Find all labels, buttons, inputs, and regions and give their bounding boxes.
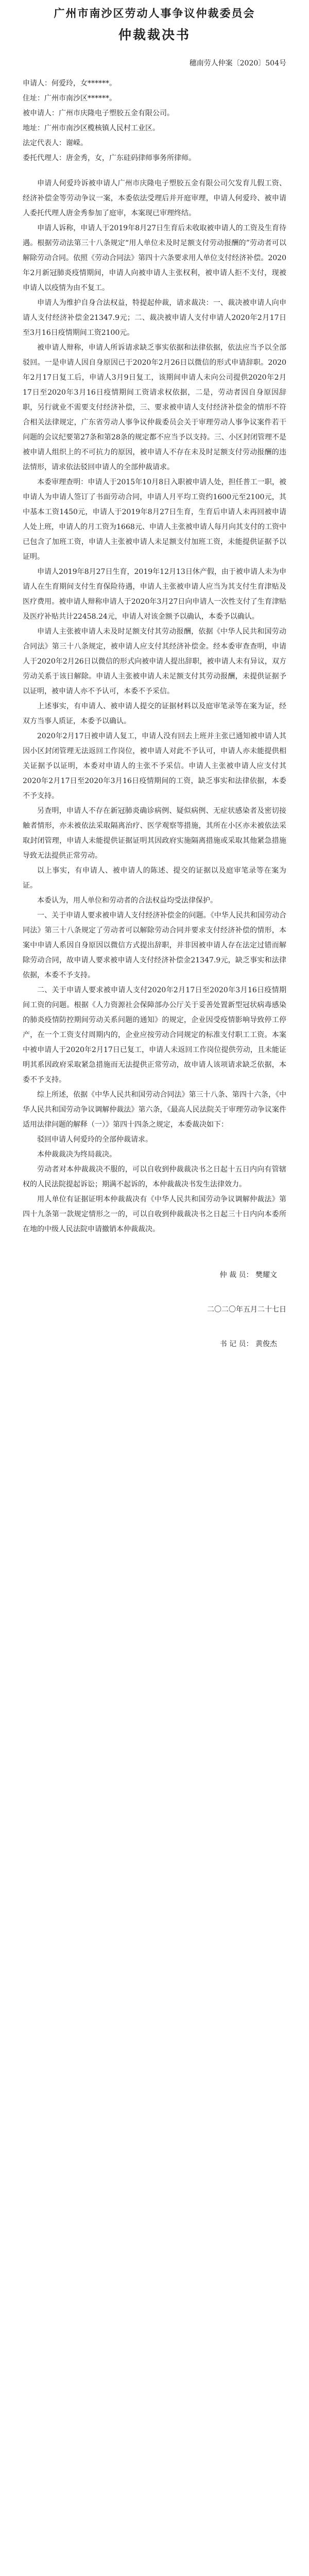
document-type-title: 仲裁裁决书	[118, 27, 191, 42]
respondent-line: 被申请人：广州市庆隆电子塑胶五金有限公司。	[23, 109, 174, 117]
body-paragraph: 申请人何爱玲诉被申请人广州市庆隆电子塑胶五金有限公司欠发育儿假工资、经济补偿金等劳动争议一案，本委依法受理后并开庭审理，申请人何爱玲、被申请人委托代理人唐金秀参加了庭审，本案现已审理终结。	[23, 179, 286, 217]
legal-representative-line: 法定代表人：谢嵘。	[23, 139, 88, 147]
issuing-authority-title: 广州市南沙区劳动人事争议仲裁委员会	[54, 7, 255, 20]
award-body	[23, 176, 286, 1237]
arbitrator-signature: 仲 裁 员： 樊耀文	[219, 1271, 277, 1279]
body-paragraph: 申请人主张被申请人未及时足额支付其劳动报酬，依据《中华人民共和国劳动合同法》第三十八条规定，被申请人应支付其经济补偿金。经本委审查查明，申请人于2020年2月26日以微信的形式向被申请人提出辞职，被申请人未有异议，双方劳动关系于该日解除。申请人主张被申请人未足额支付其劳动报酬，未提供证据予以证明，被申请人亦不予认可，本委不予采信。	[23, 628, 286, 696]
finality-paragraph: 本仲裁裁决为终局裁决。	[37, 1150, 116, 1159]
body-paragraph: 申请人诉称，申请人于2019年8月27日生育后未收取被申请人的工资及生育待遇。根据劳动法第三十八条规定“用人单位未及时足额支付劳动报酬的”劳动者可以解除劳动合同。依照《劳动合同法》第四十六条要求用人单位支付经济补偿。2020年2月新冠肺炎疫情期间，申请人向被申请人主张权利，被申请人拒不支付，现被申请人以疫情为由不复工。	[23, 224, 286, 292]
respondent-address-line: 地址：广州市南沙区榄核镇人民村工业区。	[23, 124, 160, 132]
body-paragraph: 被申请人辩称，申请人所诉请求缺乏事实依据和法律依据，依法应当予以全部驳回。一是申请人因自身原因已于2020年2月26日以微信的形式申请辞职。2020年2月17日复工后，申请人3月9日复工，该期间申请人未向公司提供2020年2月17日至2020年3月16日疫情期间工资请求权依据，二是，劳动者因自身原因辞职，另行就业不需要支付经济补偿，三、要求被申请人支付经济补偿金的情形不符合相关法律规定，广东省劳动人事争议仲裁委员会关于审理劳动人事争议案件若干问题的会议纪要第27条和第28条的规定都不应当予以支持。三、小区封闭管理不是被申请人组织上的不可抗力的原因，被申请人不存在未及时足额支付劳动报酬的违法情形，请求依法驳回申请人的全部仲裁请求。	[23, 344, 286, 471]
applicant-address-line: 住址：广州市南沙区******。	[23, 94, 116, 103]
ruling-paragraph: 驳回申请人何爱玲的全部仲裁请求。	[37, 1136, 152, 1144]
body-paragraph: 以上事实，有申请人、被申请人的陈述、提交的证据以及庭审笔录等在案为证。	[23, 867, 286, 890]
body-paragraph: 一、关于申请人要求被申请人支付经济补偿金的问题。《中华人民共和国劳动合同法》第三十八条规定了劳动者可以解除劳动合同并要求支付经济补偿的情形，本案中申请人系因自身原因以微信方式提出辞职，并非因被申请人存在法定过错而解除劳动合同，故申请人要求被申请人支付经济补偿金21347.9元，缺乏事实和法律依据，本委不予支持。	[23, 911, 286, 979]
award-date: 二〇二〇年五月二十七日	[207, 1306, 286, 1314]
clerk-signature: 书 记 员： 黄俊杰	[219, 1340, 277, 1348]
case-number: 穗南劳人仲案〔2020〕504号	[189, 59, 286, 67]
body-paragraph: 上述事实，有申请人、被申请人提交的证据材料以及庭审笔录等在案为证，经双方当事人质证，本委予以确认。	[23, 702, 286, 725]
applicant-line: 申请人：何爱玲，女******。	[23, 79, 116, 88]
body-paragraph: 本委认为，用人单位和劳动者的合法权益均受法律保护。	[37, 896, 217, 905]
body-paragraph: 二、关于申请人要求被申请人支付2020年2月17日至2020年3月16日疫情期间工资的问题。根据《人力资源社会保障部办公厅关于妥善处置新型冠状病毒感染的肺炎疫情防控期间劳动关系问题的通知》的规定，企业因受疫情影响导致停工停产，在一个工资支付周期内的，企业应按劳动合同规定的标准支付职工工资。本案中被申请人于2020年2月17日已复工，申请人未返回工作岗位提供劳动，且未能证明其系因政府采取紧急措施而无法提供正常劳动，故申请人该项请求缺乏依据，本委不予支持。	[23, 986, 286, 1084]
body-paragraph: 2020年2月17日被申请人复工，申请人没有回去上班并主张已通知被申请人其因小区封闭管理无法返回工作岗位，被申请人对此不予认可，申请人亦未能提供相关证据予以证明，本委对申请人的主张不予采信。申请人主张被申请人应支付其2020年2月17日至2020年3月16日疫情期间的工资，缺乏事实和法律依据，本委不予支持。	[23, 732, 286, 800]
signature-block	[23, 1268, 286, 1352]
body-paragraph: 另查明，申请人不存在新冠肺炎确诊病例、疑似病例、无症状感染者及密切接触者情形，亦未被依法采取隔离治疗、医学观察等措施，其所在小区亦未被依法采取封闭管理，申请人未能提供证据证明其因政府实施隔离措施或采取其他紧急措施导致无法提供正常劳动。	[23, 807, 286, 860]
body-paragraph: 本委审理查明：申请人于2015年10月8日入职被申请人处，担任普工一职，被申请人为申请人签订了书面劳动合同，申请人月平均工资约1600元至2100元，其中基本工资1450元，申请人于2019年8月27日生育，生育后申请人未再回被申请人处上班，申请人的月工资为1668元、申请人主张被申请人每月向其支付的工资中已包含了加班工资，申请人主张被申请人未足额支付加班工资，未能提供证据予以证明。	[23, 478, 286, 561]
parties-section	[23, 76, 286, 166]
body-paragraph: 申请人为维护自身合法权益，特提起仲裁，请求裁决：一、裁决被申请人向申请人支付经济补偿金21347.9元；二、裁决被申请人支付申请人2020年2月17日至3月16日疫情期间工资2100元。	[23, 299, 286, 337]
revocation-rights-paragraph: 用人单位有证据证明本仲裁裁决有《中华人民共和国劳动争议调解仲裁法》第四十九条第一款规定情形之一的，可以自收到仲裁裁决书之日起三十日内向本委所在地的中级人民法院申请撤销本仲裁裁决。	[23, 1195, 286, 1233]
body-paragraph: 综上所述，依据《中华人民共和国劳动合同法》第三十八条、第四十六条，《中华人民共和国劳动争议调解仲裁法》第六条，《最高人民法院关于审理劳动争议案件适用法律问题的解释（一）》第四十四条之规定，本委裁决如下：	[23, 1091, 286, 1129]
body-paragraph: 申请人2019年8月27日生育，2019年12月13日休产假，由于被申请人未为申请人在生育期间支付生育保险待遇，申请人主张被申请人应当为其支付生育津贴及医疗费用。被申请人辩称申请人于2020年3月27日向申请人一次性支付了生育津贴及医疗补贴共计22458.24元，申请人对该金额予以确认，本委予以确认。	[23, 568, 286, 621]
agent-line: 委托代理人：唐金秀，女，广东硅码律师事务所律师。	[23, 154, 196, 162]
appeal-rights-paragraph: 劳动者对本仲裁裁决不服的，可以自收到仲裁裁决书之日起十五日内向有管辖权的人民法院提起诉讼；期满不起诉的，本仲裁裁决书发生法律效力。	[23, 1165, 286, 1189]
